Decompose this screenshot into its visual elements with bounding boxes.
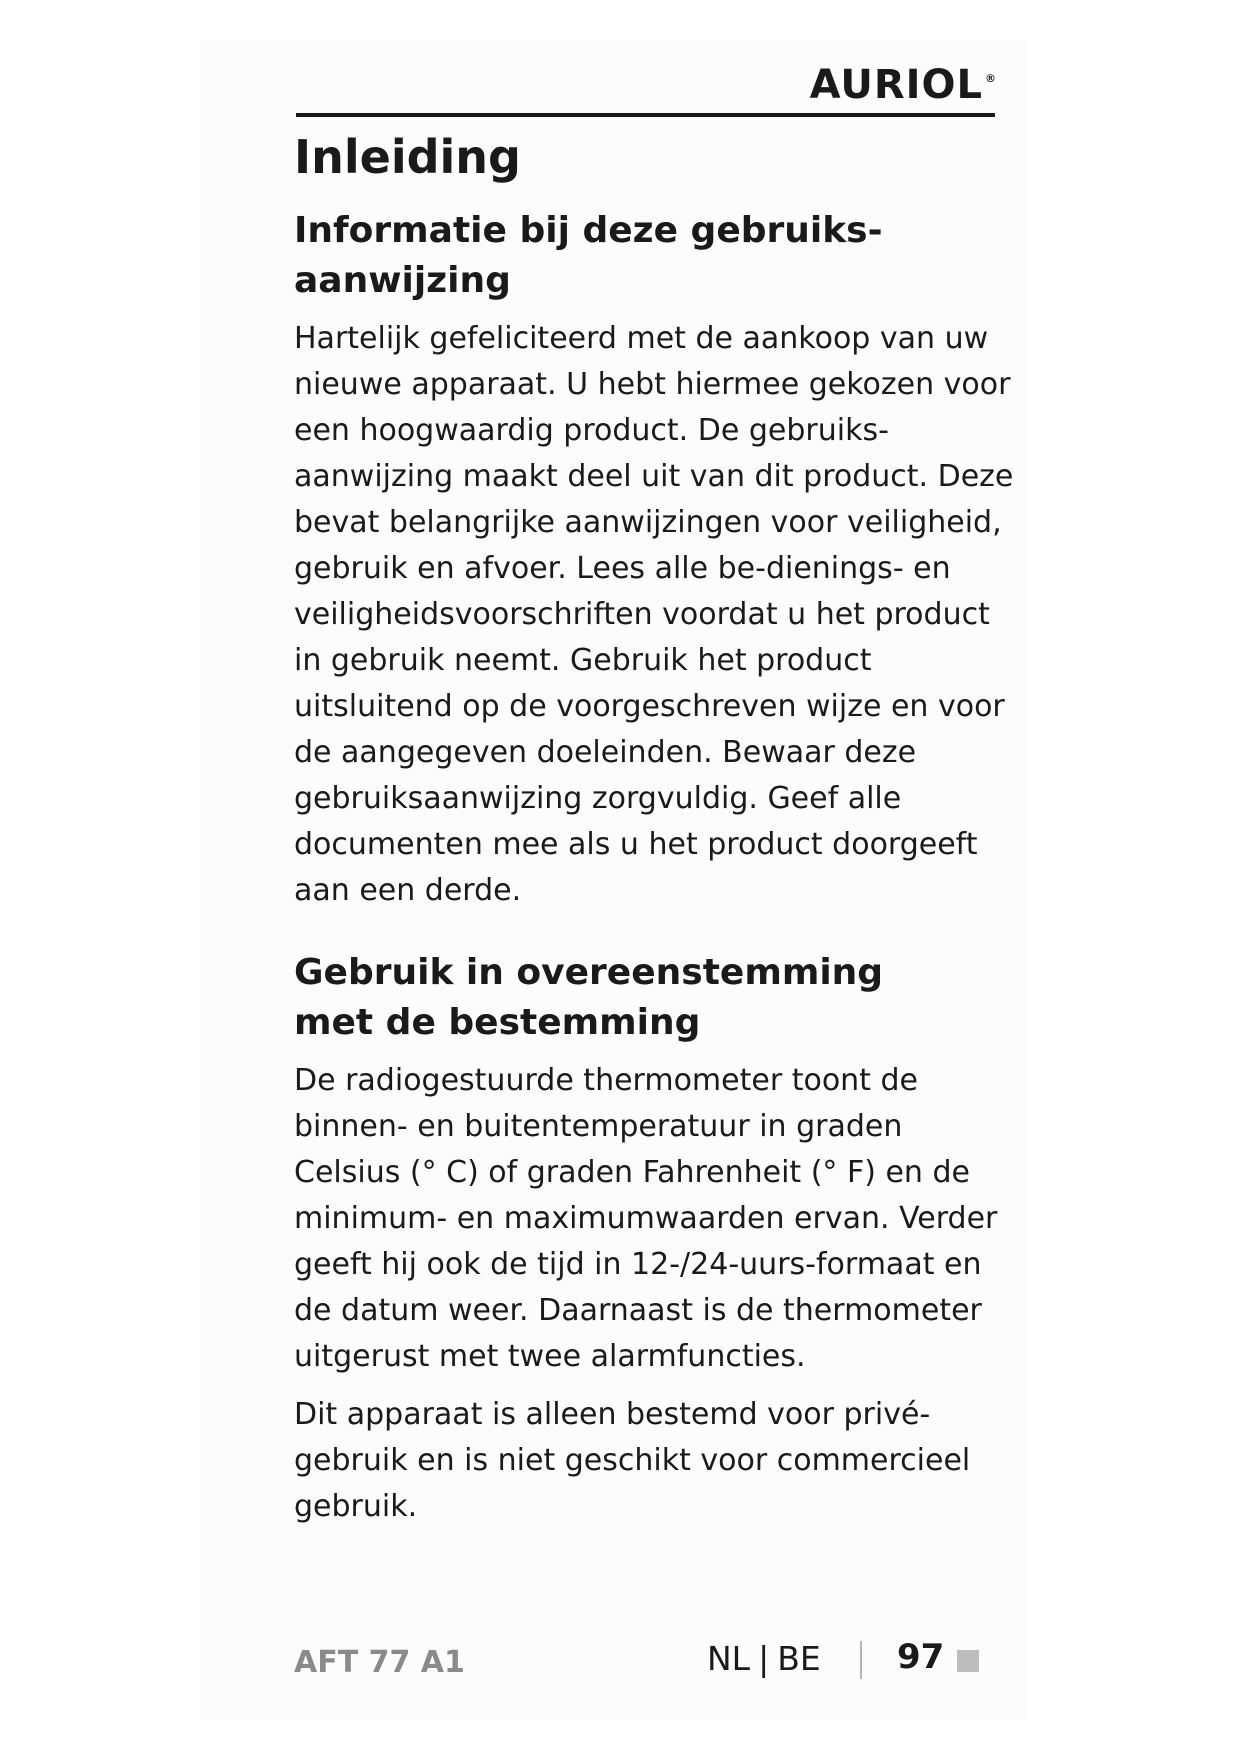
section-paragraph-intended-use-1: De radiogestuurde thermometer toont de binnen- en buitentemperatuur in graden Celsius (° C) of graden Fahrenheit (° F) en de minimum- en maximumwaarden ervan. Verder geeft hij ook de tijd in 12-/24-uurs-formaat en de datum weer. Daarnaast is de thermometer uitgerust met twee alarmfuncties.: [294, 1063, 998, 1374]
brand-name: AURIOL: [809, 62, 983, 108]
header-rule: [296, 113, 995, 117]
page-title: Inleiding: [294, 130, 521, 184]
section-paragraph-manual-info: Hartelijk gefeliciteerd met de aankoop van uw nieuwe apparaat. U hebt hiermee gekozen voor een hoogwaardig product. De gebruiks-aanwijzing maakt deel uit van dit product. Deze bevat belangrijke aanwijzingen voor veiligheid, gebruik en afvoer. Lees alle be-dienings- en veiligheidsvoorschriften voordat u het product in gebruik neemt. Gebruik het product uitsluitend op de voorgeschreven wijze en voor de aangegeven doeleinden. Bewaar deze gebruiksaanwijzing zorgvuldig. Geef alle documenten mee als u het product doorgeeft aan een derde.: [294, 321, 1014, 908]
page-marker-square-icon: [957, 1650, 979, 1672]
footer-language: [707, 1639, 821, 1678]
section-heading-manual-info: Informatie bij deze gebruiks- aanwijzing: [294, 210, 883, 301]
language-nl: NL: [707, 1639, 751, 1678]
brand-logo: [810, 62, 997, 108]
page-number: 97: [897, 1637, 945, 1677]
language-separator: |: [758, 1639, 770, 1678]
footer-divider: [860, 1641, 862, 1679]
language-be: BE: [777, 1639, 821, 1678]
section-paragraph-intended-use-2: Dit apparaat is alleen bestemd voor privé-gebruik en is niet geschikt voor commercieel gebruik.: [294, 1397, 971, 1524]
page-content: [294, 124, 1014, 1530]
section-heading-intended-use: Gebruik in overeenstemming met de bestemming: [294, 952, 884, 1043]
registered-mark: ®: [985, 72, 997, 85]
footer-model-number: AFT 77 A1: [294, 1645, 465, 1680]
